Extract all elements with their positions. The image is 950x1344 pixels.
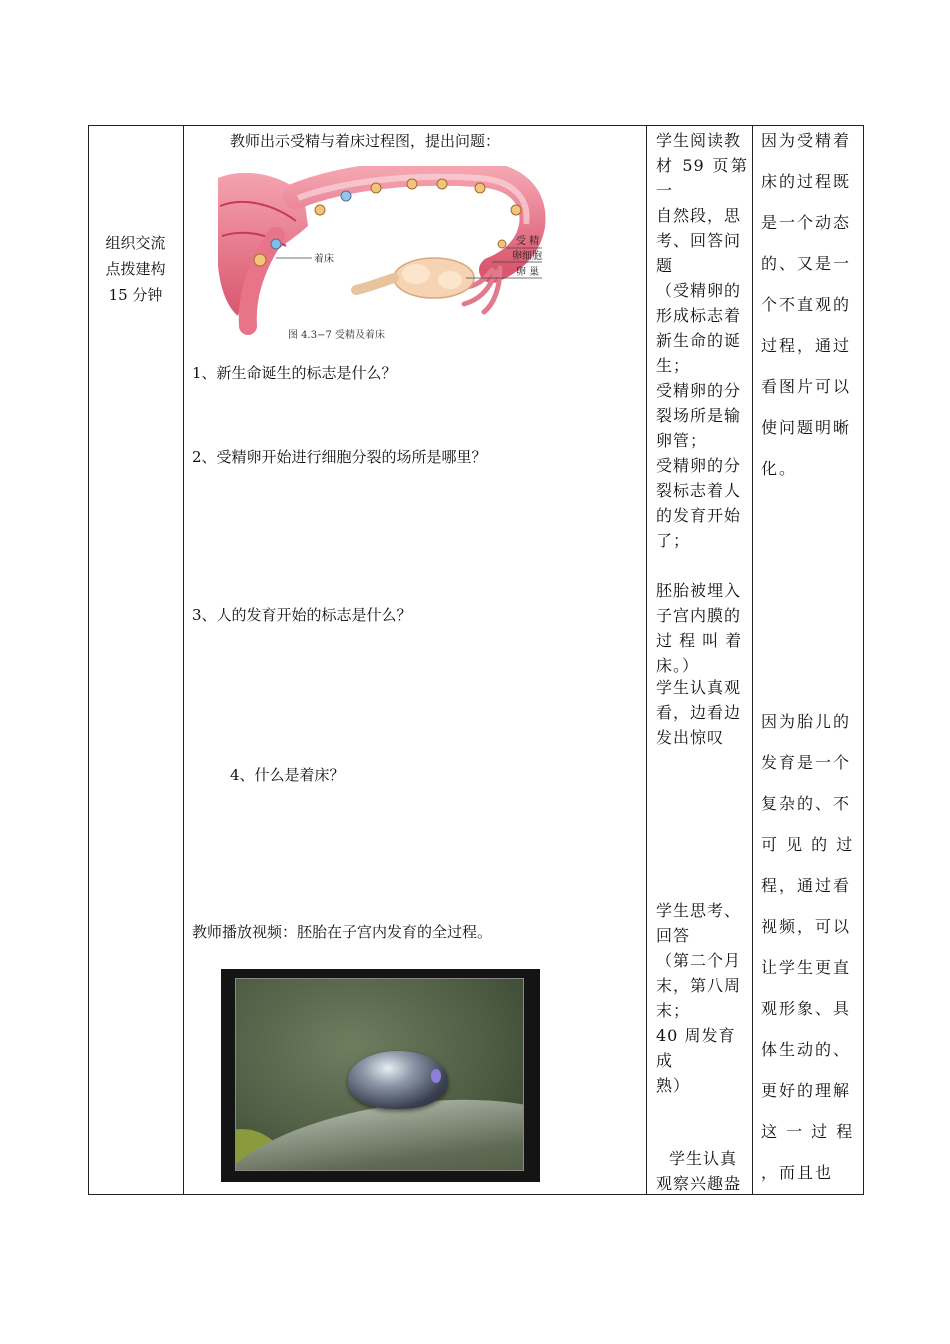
text-line: （受精卵的: [656, 281, 742, 300]
stage-line: 点拨建构: [105, 259, 166, 278]
text-line: 材 59 页第一: [656, 156, 748, 200]
purpose-block-1: [761, 120, 857, 489]
text-line: 考、回答问: [656, 231, 742, 250]
text-line: 发育是一个: [761, 753, 852, 772]
text-line: 40 周发育成: [656, 1026, 736, 1070]
text-line: 末，第八周: [656, 976, 742, 995]
text-line: 裂标志着人: [656, 481, 742, 500]
text-line: 可 见 的 过: [761, 835, 855, 854]
question-3: 3、人的发育开始的标志是什么？: [192, 606, 412, 624]
text-line: 熟）: [656, 1076, 691, 1095]
text-line: 裂场所是输: [656, 406, 742, 425]
stage-line: 15 分钟: [108, 285, 163, 304]
text-line: 学生思考、: [656, 901, 742, 920]
design-purpose-cell: [753, 126, 864, 1195]
label-implant: 着床: [314, 254, 334, 265]
text-line: 过 程 叫 着: [656, 631, 743, 650]
video-frame[interactable]: [221, 969, 540, 1182]
text-line: 过程，通过: [761, 336, 852, 355]
fertilization-diagram: [216, 166, 546, 352]
text-line: 回答: [656, 926, 691, 945]
student-activity-cell: [647, 126, 753, 1195]
text-line: 看图片可以: [761, 377, 852, 396]
teacher-activity-cell: [184, 126, 647, 1195]
figure-intro: 教师出示受精与着床过程图，提出问题：: [230, 132, 501, 150]
text-line: 题: [656, 256, 674, 275]
text-line: 观察兴趣盎: [656, 1174, 742, 1193]
text-line: 个不直观的: [761, 295, 852, 314]
stage-line: 组织交流: [105, 233, 166, 252]
text-line: 学生认真: [669, 1149, 738, 1168]
question-1: 1、新生命诞生的标志是什么？: [192, 364, 397, 382]
text-line: 复杂的、不: [761, 794, 852, 813]
text-line: 因为受精着: [761, 131, 852, 150]
text-line: 学生阅读教: [656, 131, 742, 150]
text-line: 卵管；: [656, 431, 708, 450]
text-line: 形成标志着: [656, 306, 742, 325]
student-block-2: [656, 675, 748, 750]
text-line: 床的过程既: [761, 172, 852, 191]
text-line: 床。）: [656, 656, 700, 675]
text-line: 了；: [656, 531, 691, 550]
question-2: 2、受精卵开始进行细胞分裂的场所是哪里？: [192, 448, 487, 466]
text-line: 受精卵的分: [656, 456, 742, 475]
text-line: 体生动的、: [761, 1040, 852, 1059]
video-intro: 教师播放视频：胚胎在子宫内发育的全过程。: [192, 923, 493, 941]
text-line: 末；: [656, 1001, 691, 1020]
label-ovary: 卵 巢: [516, 267, 540, 278]
label-fertilization: 受 精: [516, 236, 540, 247]
text-line: 程，通过看: [761, 876, 852, 895]
video-still: [235, 978, 524, 1171]
lesson-table: [88, 125, 864, 1195]
purpose-block-2: [761, 701, 857, 1193]
student-block-1: [656, 128, 748, 678]
label-egg: 卵细胞: [512, 251, 542, 262]
text-line: 学生认真观: [656, 678, 742, 697]
fertilization-figure: [216, 166, 546, 352]
text-line: 受精卵的分: [656, 381, 742, 400]
text-line: 这 一 过 程: [761, 1122, 855, 1141]
text-line: 视频，可以: [761, 917, 852, 936]
text-line: 因为胎儿的: [761, 712, 852, 731]
text-line: 的、又是一: [761, 254, 852, 273]
text-line: 胚胎被埋入: [656, 581, 742, 600]
text-line: 观形象、具: [761, 999, 852, 1018]
text-line: 自然段，思: [656, 206, 742, 225]
text-line: 子宫内膜的: [656, 606, 742, 625]
text-line: 生；: [656, 356, 691, 375]
text-line: 更好的理解: [761, 1081, 852, 1100]
figure-caption: 图 4.3−7 受精及着床: [288, 330, 386, 341]
student-block-4: [656, 1146, 749, 1196]
text-line: 是一个动态: [761, 213, 852, 232]
text-line: 使问题明晰: [761, 418, 852, 437]
text-line: 让学生更直: [761, 958, 852, 977]
text-line: 的发育开始: [656, 506, 742, 525]
stage-cell: [89, 126, 184, 1195]
student-block-3: [656, 898, 748, 1098]
text-line: 新生命的诞: [656, 331, 742, 350]
text-line: （第二个月: [656, 951, 742, 970]
text-line: 化。: [761, 459, 798, 478]
text-line: 看，边看边: [656, 703, 742, 722]
stage-label: [89, 230, 183, 308]
text-line: 发出惊叹: [656, 728, 725, 747]
question-4: 4、什么是着床？: [230, 766, 345, 784]
text-line: ，而且也: [761, 1163, 834, 1182]
